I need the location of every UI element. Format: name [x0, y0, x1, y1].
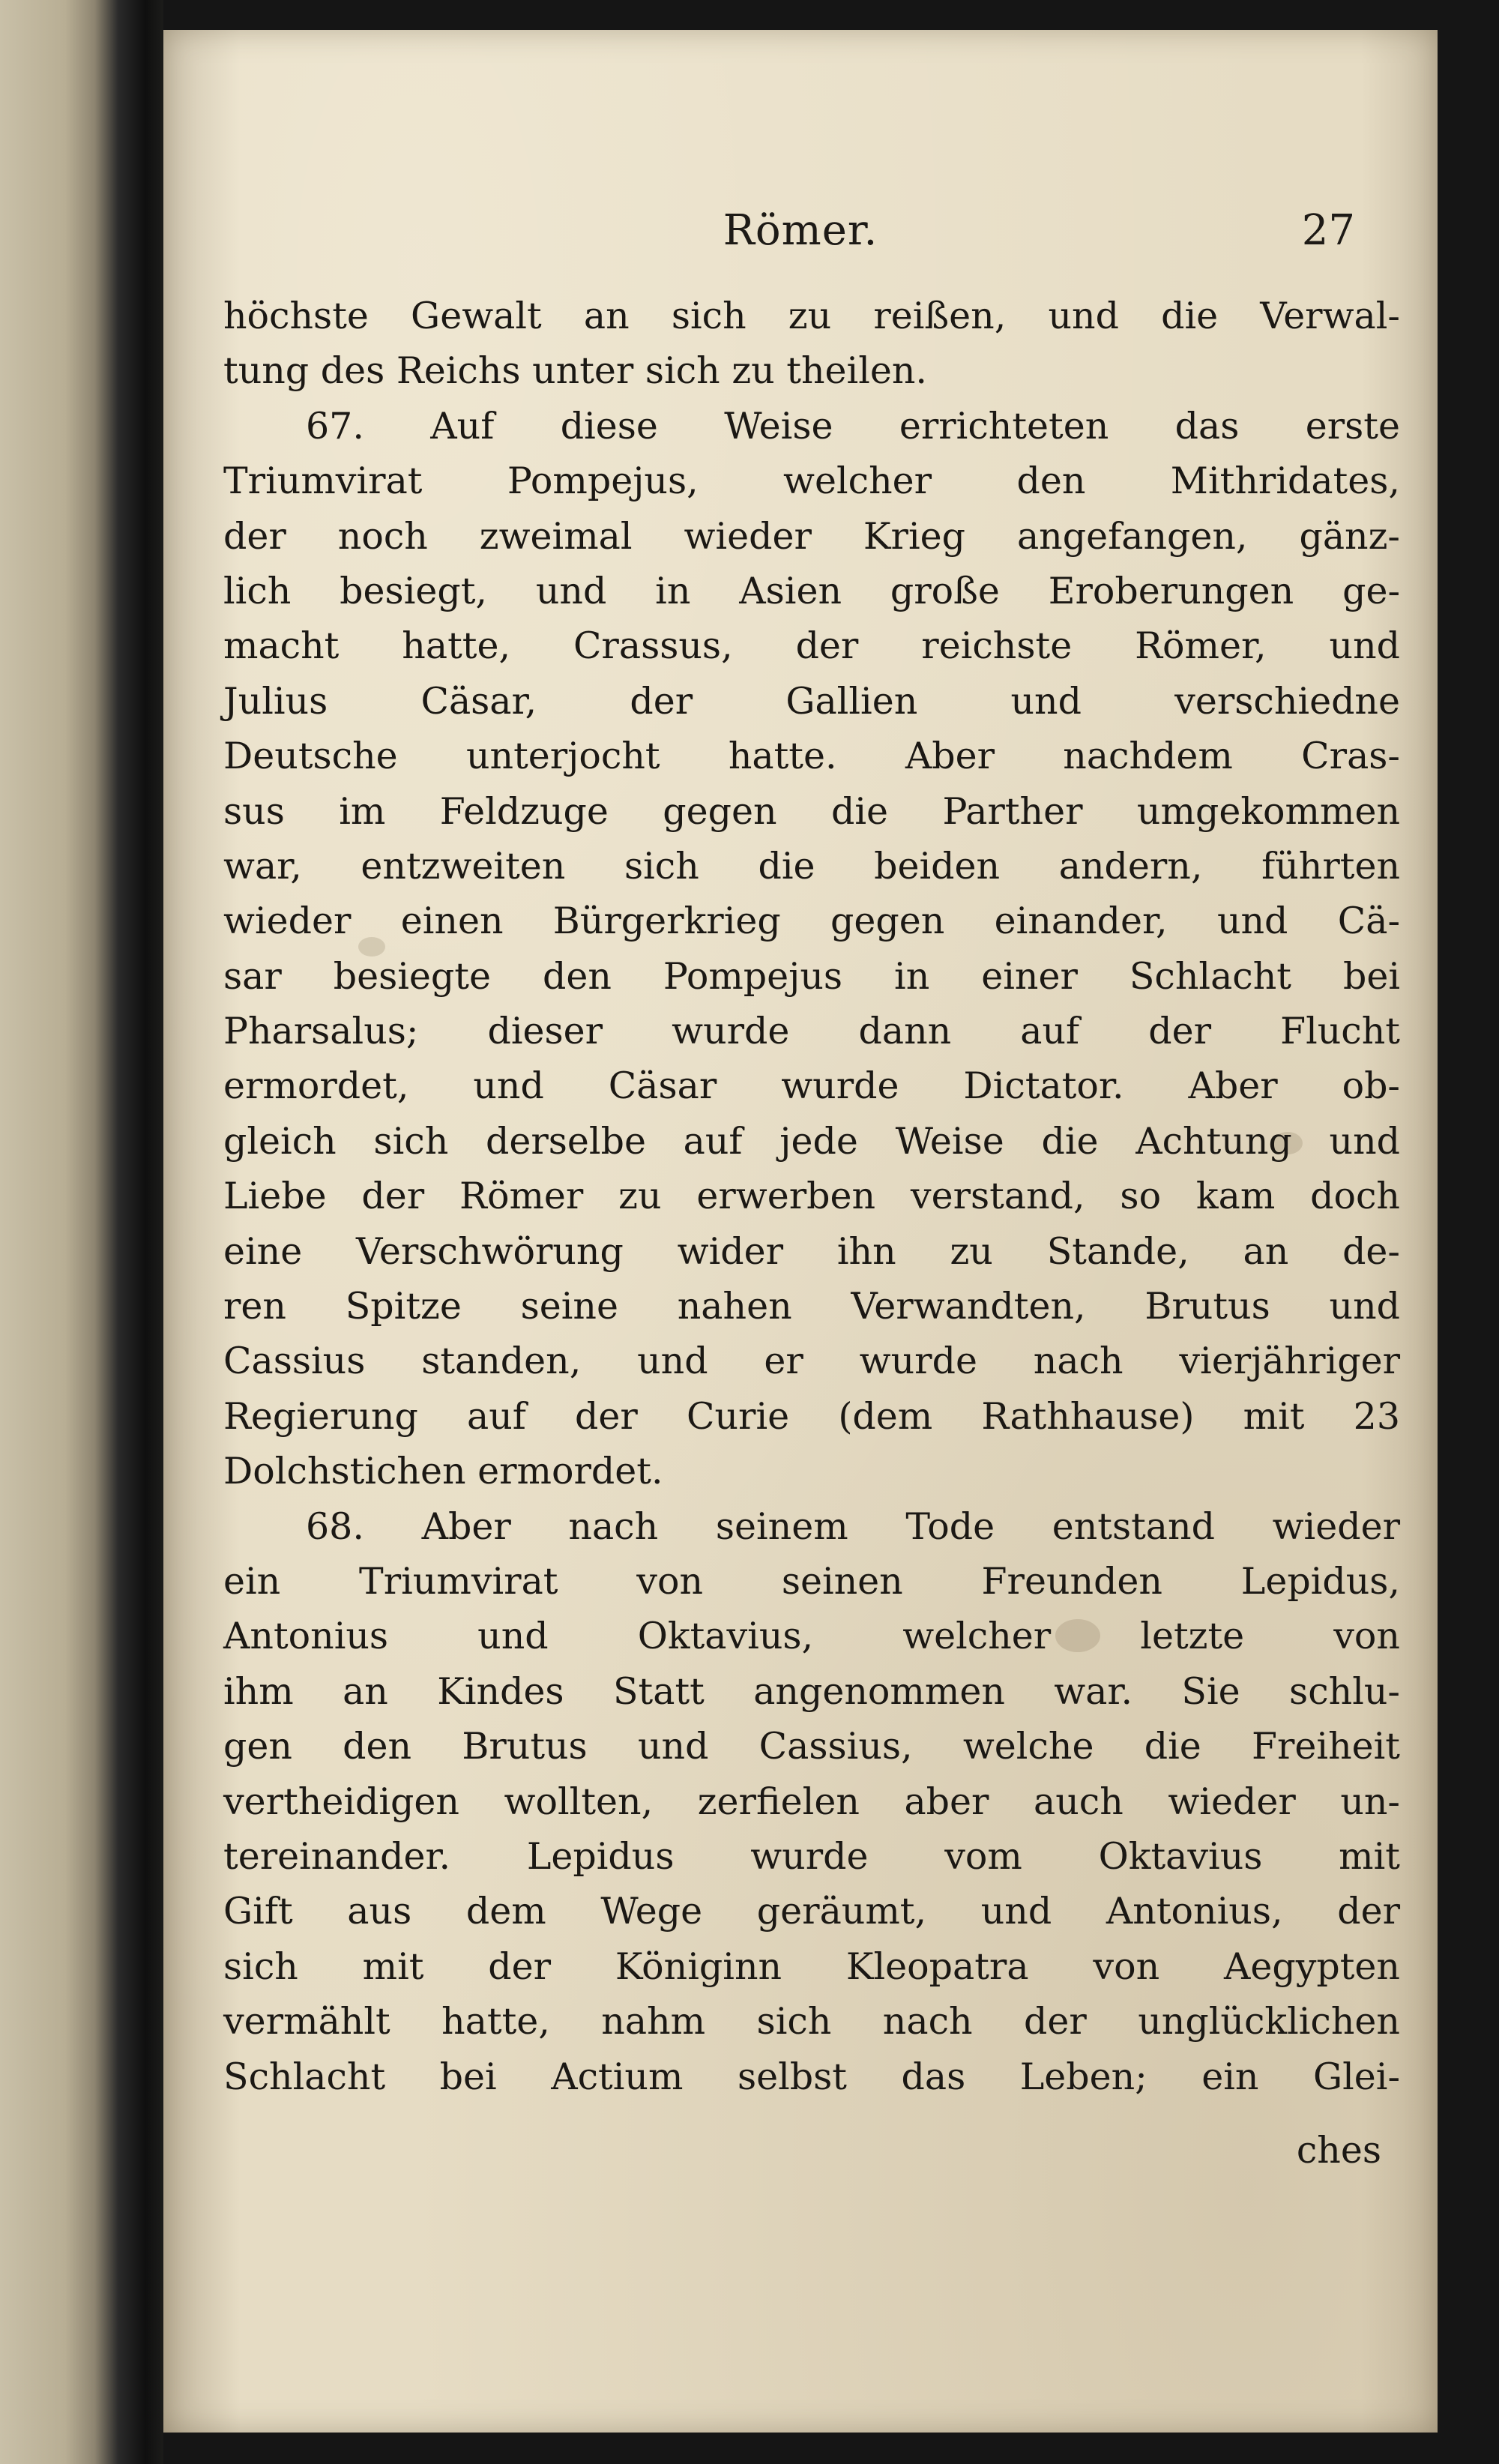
book-gutter [118, 0, 163, 2464]
text-line: tung des Reichs unter sich zu theilen. [223, 349, 927, 393]
text-line: Cassius standen, und er wurde nach vierjähriger [223, 1340, 1400, 1383]
text-line: Schlacht bei Actium selbst das Leben; ein Glei- [223, 2055, 1400, 2098]
previous-page-edge [0, 0, 118, 2464]
text-line: 68. Aber nach seinem Tode entstand wieder [306, 1504, 1400, 1548]
text-line: Dolchstichen ermordet. [223, 1450, 663, 1493]
body-text [223, 289, 1400, 2104]
text-line: Gift aus dem Wege geräumt, und Antonius, der [223, 1890, 1400, 1933]
text-line: Triumvirat Pompejus, welcher den Mithridates, [223, 460, 1400, 503]
running-head-title: Römer. [723, 206, 878, 255]
text-line: höchste Gewalt an sich zu reißen, und die Verwal- [223, 295, 1400, 337]
catchword: ches [1296, 2129, 1381, 2172]
text-line: Pharsalus; dieser wurde dann auf der Flucht [223, 1010, 1400, 1053]
text-line: vermählt hatte, nahm sich nach der unglücklichen [223, 2000, 1400, 2043]
text-line: Regierung auf der Curie (dem Rathhause) mit 23 [223, 1394, 1400, 1438]
text-line: sar besiegte den Pompejus in einer Schlacht bei [223, 954, 1400, 998]
text-line: tereinander. Lepidus wurde vom Oktavius mit [223, 1834, 1400, 1878]
text-line: sich mit der Königinn Kleopatra von Aegypten [223, 1945, 1400, 1988]
text-line: wieder einen Bürgerkrieg gegen einander, und Cä- [223, 900, 1400, 943]
text-line: lich besiegt, und in Asien große Eroberungen ge- [223, 569, 1400, 612]
text-line: ihm an Kindes Statt angenommen war. Sie schlu- [223, 1669, 1400, 1713]
text-line: gleich sich derselbe auf jede Weise die Achtung und [223, 1119, 1400, 1163]
text-line: sus im Feldzuge gegen die Parther umgekommen [223, 789, 1400, 833]
text-line: gen den Brutus und Cassius, welche die Freiheit [223, 1725, 1400, 1768]
text-line: vertheidigen wollten, zerfielen aber auch wieder un- [223, 1780, 1400, 1823]
text-line: war, entzweiten sich die beiden andern, führten [223, 844, 1400, 888]
running-head [163, 206, 1438, 266]
text-line: ren Spitze seine nahen Verwandten, Brutus und [223, 1285, 1400, 1328]
text-line: Antonius und Oktavius, welcher letzte von [223, 1615, 1400, 1658]
text-line: ermordet, und Cäsar wurde Dictator. Aber ob- [223, 1064, 1400, 1108]
page-sheet [163, 30, 1438, 2433]
text-line: ein Triumvirat von seinen Freunden Lepidus, [223, 1559, 1400, 1603]
text-line: Julius Cäsar, der Gallien und verschiedne [223, 679, 1400, 723]
text-line: Deutsche unterjocht hatte. Aber nachdem Cras- [223, 735, 1400, 778]
text-line: eine Verschwörung wider ihn zu Stande, an de- [223, 1229, 1400, 1273]
text-line: macht hatte, Crassus, der reichste Römer, und [223, 624, 1400, 668]
text-line: der noch zweimal wieder Krieg angefangen, gänz- [223, 514, 1400, 558]
text-line: Liebe der Römer zu erwerben verstand, so kam doch [223, 1175, 1400, 1218]
page-number: 27 [1301, 206, 1355, 255]
text-line: 67. Auf diese Weise errichteten das erste [306, 404, 1400, 448]
